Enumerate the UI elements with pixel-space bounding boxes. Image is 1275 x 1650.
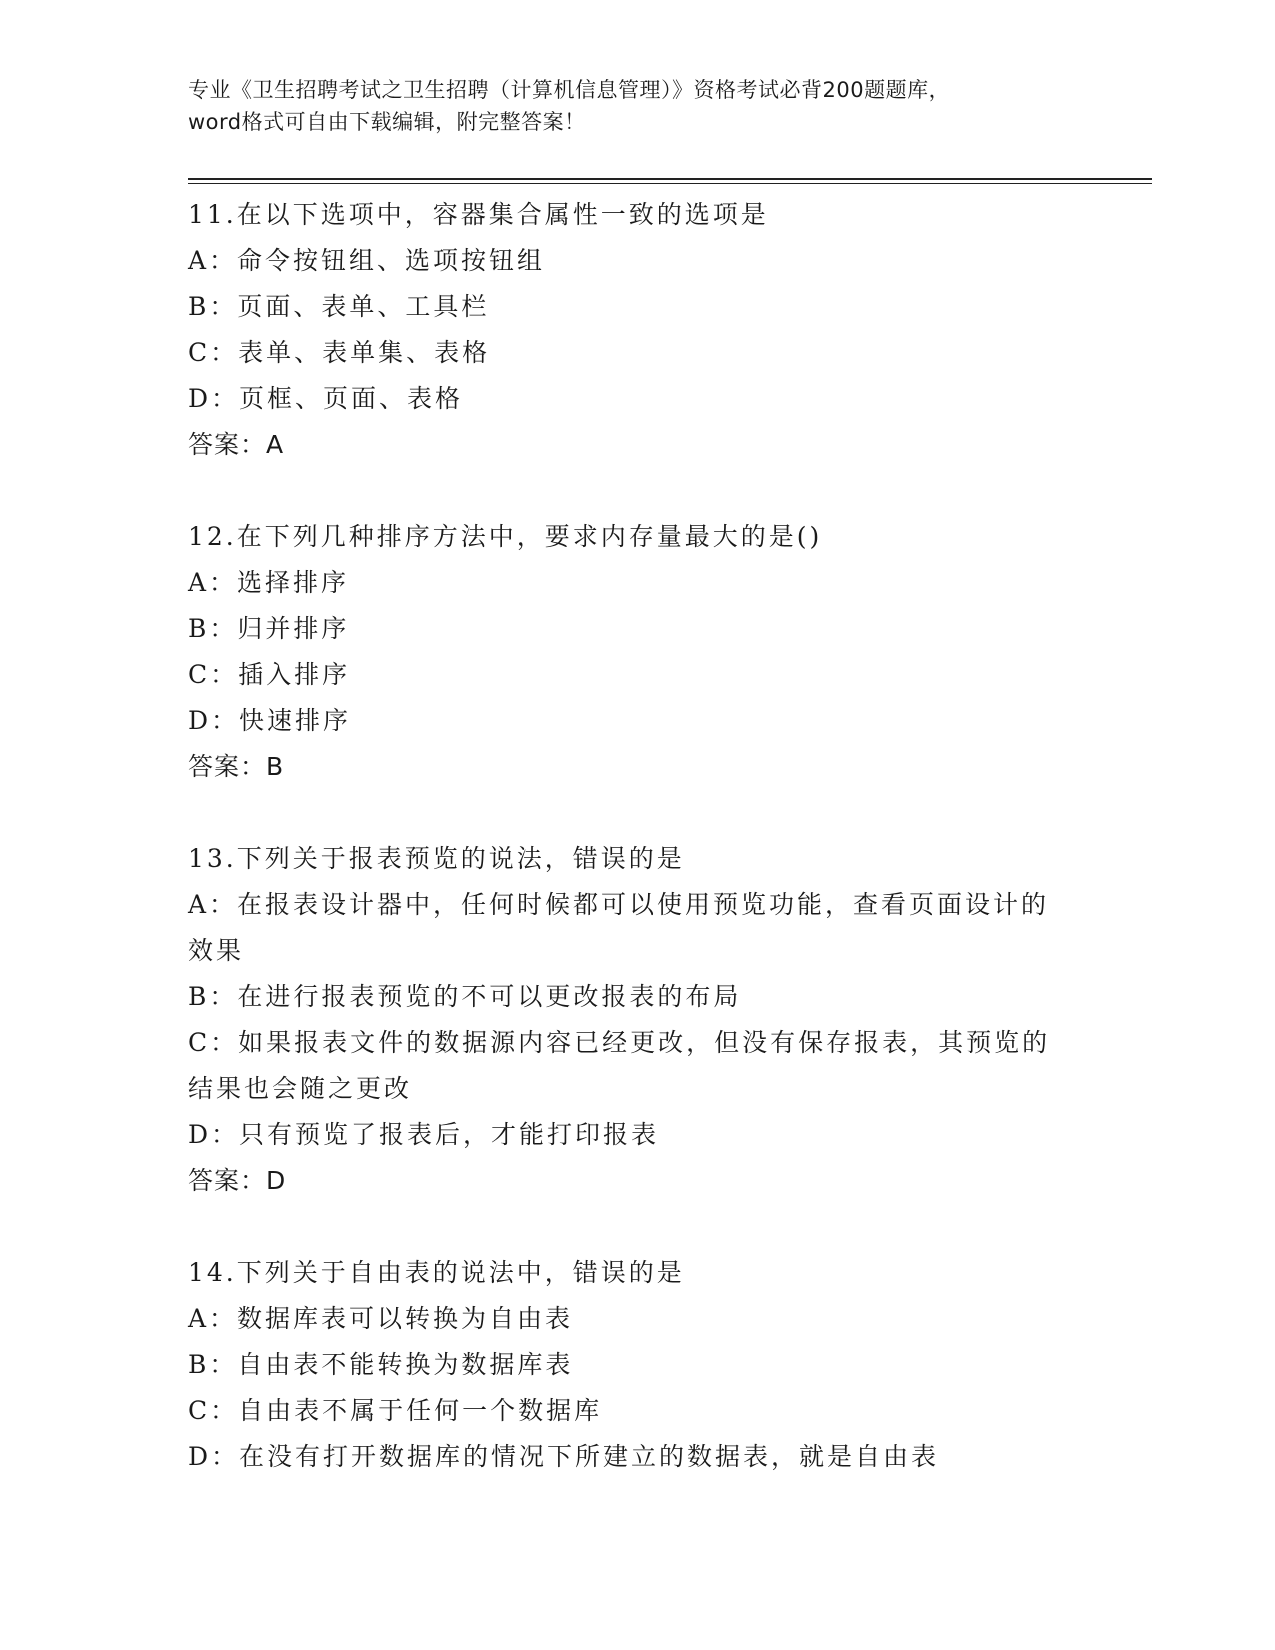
option-a-continued: 效果 [188, 936, 245, 965]
answer-line: 答案：A [188, 430, 285, 459]
option-d: D：页框、页面、表格 [188, 384, 464, 413]
header-divider-thick [188, 178, 1152, 180]
option-c: C：表单、表单集、表格 [188, 338, 491, 367]
answer-line: 答案：D [188, 1166, 287, 1195]
header-divider-thin [188, 183, 1152, 184]
option-b: B：页面、表单、工具栏 [188, 292, 490, 321]
option-c: C：插入排序 [188, 660, 351, 689]
option-d: D：快速排序 [188, 706, 352, 735]
option-b: B：自由表不能转换为数据库表 [188, 1350, 574, 1379]
spacer [188, 790, 1088, 836]
question-11 [188, 192, 1088, 468]
option-a: A：数据库表可以转换为自由表 [188, 1304, 574, 1333]
option-b: B：归并排序 [188, 614, 350, 643]
option-d: D：在没有打开数据库的情况下所建立的数据表，就是自由表 [188, 1442, 940, 1471]
question-14 [188, 1250, 1088, 1480]
spacer [188, 468, 1088, 514]
option-a: A：选择排序 [188, 568, 350, 597]
option-c-continued: 结果也会随之更改 [188, 1074, 413, 1103]
question-stem: 12.在下列几种排序方法中，要求内存量最大的是() [188, 522, 823, 551]
question-stem: 13.下列关于报表预览的说法，错误的是 [188, 844, 685, 873]
question-12 [188, 514, 1088, 790]
option-d: D：只有预览了报表后，才能打印报表 [188, 1120, 660, 1149]
document-header [188, 74, 1088, 138]
option-a: A：在报表设计器中，任何时候都可以使用预览功能，查看页面设计的 [188, 890, 1050, 919]
option-b: B：在进行报表预览的不可以更改报表的布局 [188, 982, 742, 1011]
spacer [188, 1204, 1088, 1250]
option-a: A：命令按钮组、选项按钮组 [188, 246, 546, 275]
question-stem: 14.下列关于自由表的说法中，错误的是 [188, 1258, 685, 1287]
option-c: C：如果报表文件的数据源内容已经更改，但没有保存报表，其预览的 [188, 1028, 1051, 1057]
option-c: C：自由表不属于任何一个数据库 [188, 1396, 603, 1425]
question-stem: 11.在以下选项中，容器集合属性一致的选项是 [188, 200, 769, 229]
question-list [188, 192, 1088, 1480]
header-line-2: word格式可自由下载编辑，附完整答案！ [188, 110, 586, 134]
question-13 [188, 836, 1088, 1204]
answer-line: 答案：B [188, 752, 285, 781]
header-line-1: 专业《卫生招聘考试之卫生招聘（计算机信息管理）》资格考试必背200题题库， [188, 78, 951, 102]
